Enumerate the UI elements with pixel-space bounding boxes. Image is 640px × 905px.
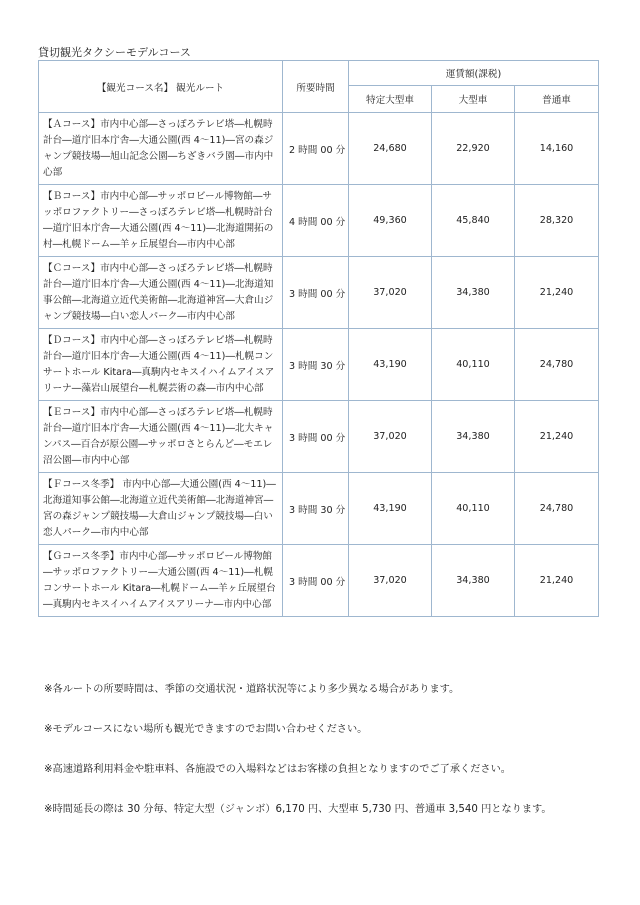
fare-table	[38, 60, 599, 617]
table-row	[39, 185, 599, 257]
note: ※時間延長の際は 30 分毎、特定大型（ジャンボ）6,170 円、大型車 5,730 円、普通車 3,540 円となります。	[44, 804, 552, 815]
header-special-large: 特定大型車	[349, 86, 432, 113]
duration-cell: 3 時間 00 分	[283, 401, 349, 473]
note: ※各ルートの所要時間は、季節の交通状況・道路状況等により多少異なる場合があります。	[44, 684, 460, 695]
duration-cell: 3 時間 30 分	[283, 473, 349, 545]
special-fare-cell: 37,020	[349, 401, 432, 473]
table-row	[39, 545, 599, 617]
duration-cell: 2 時間 00 分	[283, 113, 349, 185]
route-cell: 【Ａコース】市内中心部―さっぽろテレビ塔―札幌時計台―道庁旧本庁舎―大通公園(西 4～11)―宮の森ジャンプ競技場―旭山記念公園―ちざきバラ園―市内中心部	[39, 113, 283, 185]
route-cell: 【Ｅコース】市内中心部―さっぽろテレビ塔―札幌時計台―道庁旧本庁舎―大通公園(西 4～11)―北大キャンパス―百合が原公園―サッポロさとらんど―モエレ沼公園―市内中心部	[39, 401, 283, 473]
page-title: 貸切観光タクシーモデルコース	[38, 46, 191, 59]
regular-fare-cell: 21,240	[515, 545, 599, 617]
large-fare-cell: 40,110	[432, 329, 515, 401]
duration-cell: 4 時間 00 分	[283, 185, 349, 257]
table-row	[39, 329, 599, 401]
table-row	[39, 113, 599, 185]
regular-fare-cell: 21,240	[515, 257, 599, 329]
large-fare-cell: 45,840	[432, 185, 515, 257]
special-fare-cell: 43,190	[349, 473, 432, 545]
duration-cell: 3 時間 00 分	[283, 545, 349, 617]
note: ※モデルコースにない場所も観光できますのでお問い合わせください。	[44, 724, 368, 735]
route-cell: 【Ｇコース冬季】市内中心部―サッポロビール博物館―サッポロファクトリー―大通公園(西 4～11)―札幌コンサートホール Kitara―札幌ドーム―羊ヶ丘展望台―真駒内セキスイハイムアイスアリーナ―市内中心部	[39, 545, 283, 617]
special-fare-cell: 37,020	[349, 257, 432, 329]
table-row	[39, 473, 599, 545]
header-large: 大型車	[432, 86, 515, 113]
large-fare-cell: 34,380	[432, 257, 515, 329]
regular-fare-cell: 24,780	[515, 473, 599, 545]
note: ※高速道路利用料金や駐車料、各施設での入場料などはお客様の負担となりますのでご了承ください。	[44, 764, 511, 775]
regular-fare-cell: 28,320	[515, 185, 599, 257]
large-fare-cell: 22,920	[432, 113, 515, 185]
regular-fare-cell: 21,240	[515, 401, 599, 473]
route-cell: 【Ｆコース冬季】 市内中心部―大通公園(西 4～11)―北海道知事公館―北海道立近代美術館―北海道神宮―宮の森ジャンプ競技場―大倉山ジャンプ競技場―白い恋人パーク―市内中心部	[39, 473, 283, 545]
large-fare-cell: 40,110	[432, 473, 515, 545]
header-route: 【観光コース名】 観光ルート	[39, 61, 283, 113]
notes	[44, 680, 604, 820]
table-row	[39, 257, 599, 329]
duration-cell: 3 時間 30 分	[283, 329, 349, 401]
special-fare-cell: 37,020	[349, 545, 432, 617]
header-regular: 普通車	[515, 86, 599, 113]
route-cell: 【Ｂコース】市内中心部―サッポロビール博物館―サッポロファクトリー―さっぽろテレビ塔―札幌時計台―道庁旧本庁舎―大通公園(西 4～11)―北海道開拓の村―札幌ドーム―羊ヶ丘展望台―市内中心部	[39, 185, 283, 257]
route-cell: 【Ｃコース】市内中心部―さっぽろテレビ塔―札幌時計台―道庁旧本庁舎―大通公園(西 4～11)―北海道知事公館―北海道立近代美術館―北海道神宮―大倉山ジャンプ競技場―白い恋人パーク―市内中心部	[39, 257, 283, 329]
large-fare-cell: 34,380	[432, 545, 515, 617]
large-fare-cell: 34,380	[432, 401, 515, 473]
special-fare-cell: 24,680	[349, 113, 432, 185]
table-row	[39, 401, 599, 473]
special-fare-cell: 49,360	[349, 185, 432, 257]
duration-cell: 3 時間 00 分	[283, 257, 349, 329]
header-duration: 所要時間	[283, 61, 349, 113]
route-cell: 【Ｄコース】市内中心部―さっぽろテレビ塔―札幌時計台―道庁旧本庁舎―大通公園(西 4～11)―札幌コンサートホール Kitara―真駒内セキスイハイムアイスアリーナ―藻岩山展望台―札幌芸術の森―市内中心部	[39, 329, 283, 401]
special-fare-cell: 43,190	[349, 329, 432, 401]
regular-fare-cell: 24,780	[515, 329, 599, 401]
regular-fare-cell: 14,160	[515, 113, 599, 185]
header-fare: 運賃額(課税)	[349, 61, 599, 86]
